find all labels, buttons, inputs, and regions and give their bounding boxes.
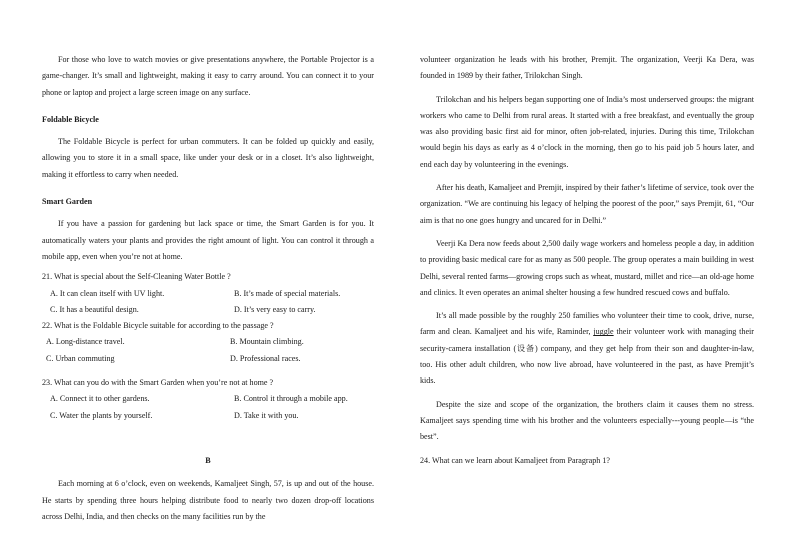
question-22-options: [42, 334, 374, 367]
organization-paragraph: volunteer organization he leads with his brother, Premjit. The organization, Veerji Ka Dera, was founded in 1989 by their father, Trilokchan Singh.: [420, 55, 754, 81]
option-a: A. It can clean itself with UV light.: [50, 288, 165, 298]
foldable-bicycle-heading: Foldable Bicycle: [42, 114, 99, 124]
left-column: [42, 52, 374, 525]
feeding-paragraph: Veerji Ka Dera now feeds about 2,500 daily wage workers and homeless people a day, in addition to providing basic medical care for as many as 500 people. The group operates a main building in west Delhi, several rented farms—growing crops such as wheat, mustard, millet and rice—an old-age home and clinics. It even operates an animal shelter housing a few hundred rescued cows and buffalo.: [420, 238, 754, 297]
option-a: A. Connect it to other gardens.: [50, 394, 150, 404]
option-b: B. Mountain climbing.: [230, 337, 304, 347]
smart-garden-paragraph: If you have a passion for gardening but lack space or time, the Smart Garden is for you. It automatically waters your plants and provides the right amount of light. You can control it through a mobile app, even when you’re not at home.: [42, 219, 374, 261]
option-a: A. Long-distance travel.: [46, 337, 125, 347]
question-21-stem: 21. What is special about the Self-Cleaning Water Bottle ?: [42, 272, 231, 282]
stress-paragraph: Despite the size and scope of the organization, the brothers claim it causes them no stress. Kamaljeet says spending time with his brother and the volunteers especially---young people—is “the best”.: [420, 399, 754, 442]
legacy-paragraph: After his death, Kamaljeet and Premjit, inspired by their father’s lifetime of service, took over the organization. “We are continuing his legacy of helping the poorest of the poor,” says Premjit, 61, “Our aim is that no one goes hungry and uncared for in Delhi.”: [420, 183, 754, 225]
portable-projector-paragraph: For those who love to watch movies or give presentations anywhere, the Portable Projector is a game-changer. It’s small and lightweight, making it easy to carry around. You can connect it to your phone or laptop and project a large screen image on any surface.: [42, 55, 374, 97]
question-22: [42, 318, 374, 367]
question-24-stem: 24. What can we learn about Kamaljeet from Paragraph 1?: [420, 455, 610, 465]
foldable-bicycle-paragraph: The Foldable Bicycle is perfect for urban commuters. It can be folded up quickly and easily, allowing you to store it in a small space, like under your desk or in a closet. It’s also lightweight, making it effortless to carry when needed.: [42, 137, 374, 179]
section-b-paragraph-1: Each morning at 6 o’clock, even on weekends, Kamaljeet Singh, 57, is up and out of the house. He starts by spending three hours helping distribute food to nearly two dozen drop-off locations across Delhi, India, and then checks on the many facilities run by the: [42, 479, 374, 521]
volunteers-text-start: It’s all made possible by the roughly 250 families who volunteer their time to cook, drive, nurse, farm and clean. Kamaljeet and his wife, Raminder,: [420, 311, 754, 337]
option-c: C. It has a beautiful design.: [50, 304, 139, 314]
right-column: [420, 52, 754, 469]
trilokchan-paragraph: Trilokchan and his helpers began supporting one of India’s most underserved groups: the migrant workers who came to Delhi from rural areas. It started with a free breakfast, and eventually the group was also providing basic first aid for minor, often job-related, injuries. During this time, Trilokchan would begin his days as early as 4 o’clock in the morning, then go to his paid job 5 hours later, and end each day by volunteering in the evenings.: [420, 94, 754, 169]
section-b-title: B: [205, 455, 211, 465]
option-c: C. Water the plants by yourself.: [50, 410, 153, 420]
underlined-word: juggle: [593, 327, 614, 337]
option-d: D. It’s very easy to carry.: [234, 304, 316, 314]
option-b: B. It’s made of special materials.: [234, 288, 341, 298]
option-b: B. Control it through a mobile app.: [234, 394, 348, 404]
option-d: D. Take it with you.: [234, 410, 299, 420]
question-22-stem: 22. What is the Foldable Bicycle suitable for according to the passage ?: [42, 321, 274, 331]
volunteers-text-end: their volunteer work with managing their security-camera installation (设备) company, and they get help from their son and daughter-in-law, too. His other adult children, who now live abroad, have volunteered in the past, as have Premjit’s kids.: [420, 327, 754, 386]
question-23-stem: 23. What can you do with the Smart Garden when you’re not at home ?: [42, 378, 274, 388]
option-c: C. Urban commuting: [46, 353, 115, 363]
question-23: [42, 375, 374, 424]
question-23-options: [42, 391, 374, 424]
question-21-options: [42, 286, 374, 319]
volunteers-paragraph: [420, 308, 754, 389]
question-21: [42, 269, 374, 318]
smart-garden-heading: Smart Garden: [42, 197, 93, 207]
option-d: D. Professional races.: [230, 353, 301, 363]
